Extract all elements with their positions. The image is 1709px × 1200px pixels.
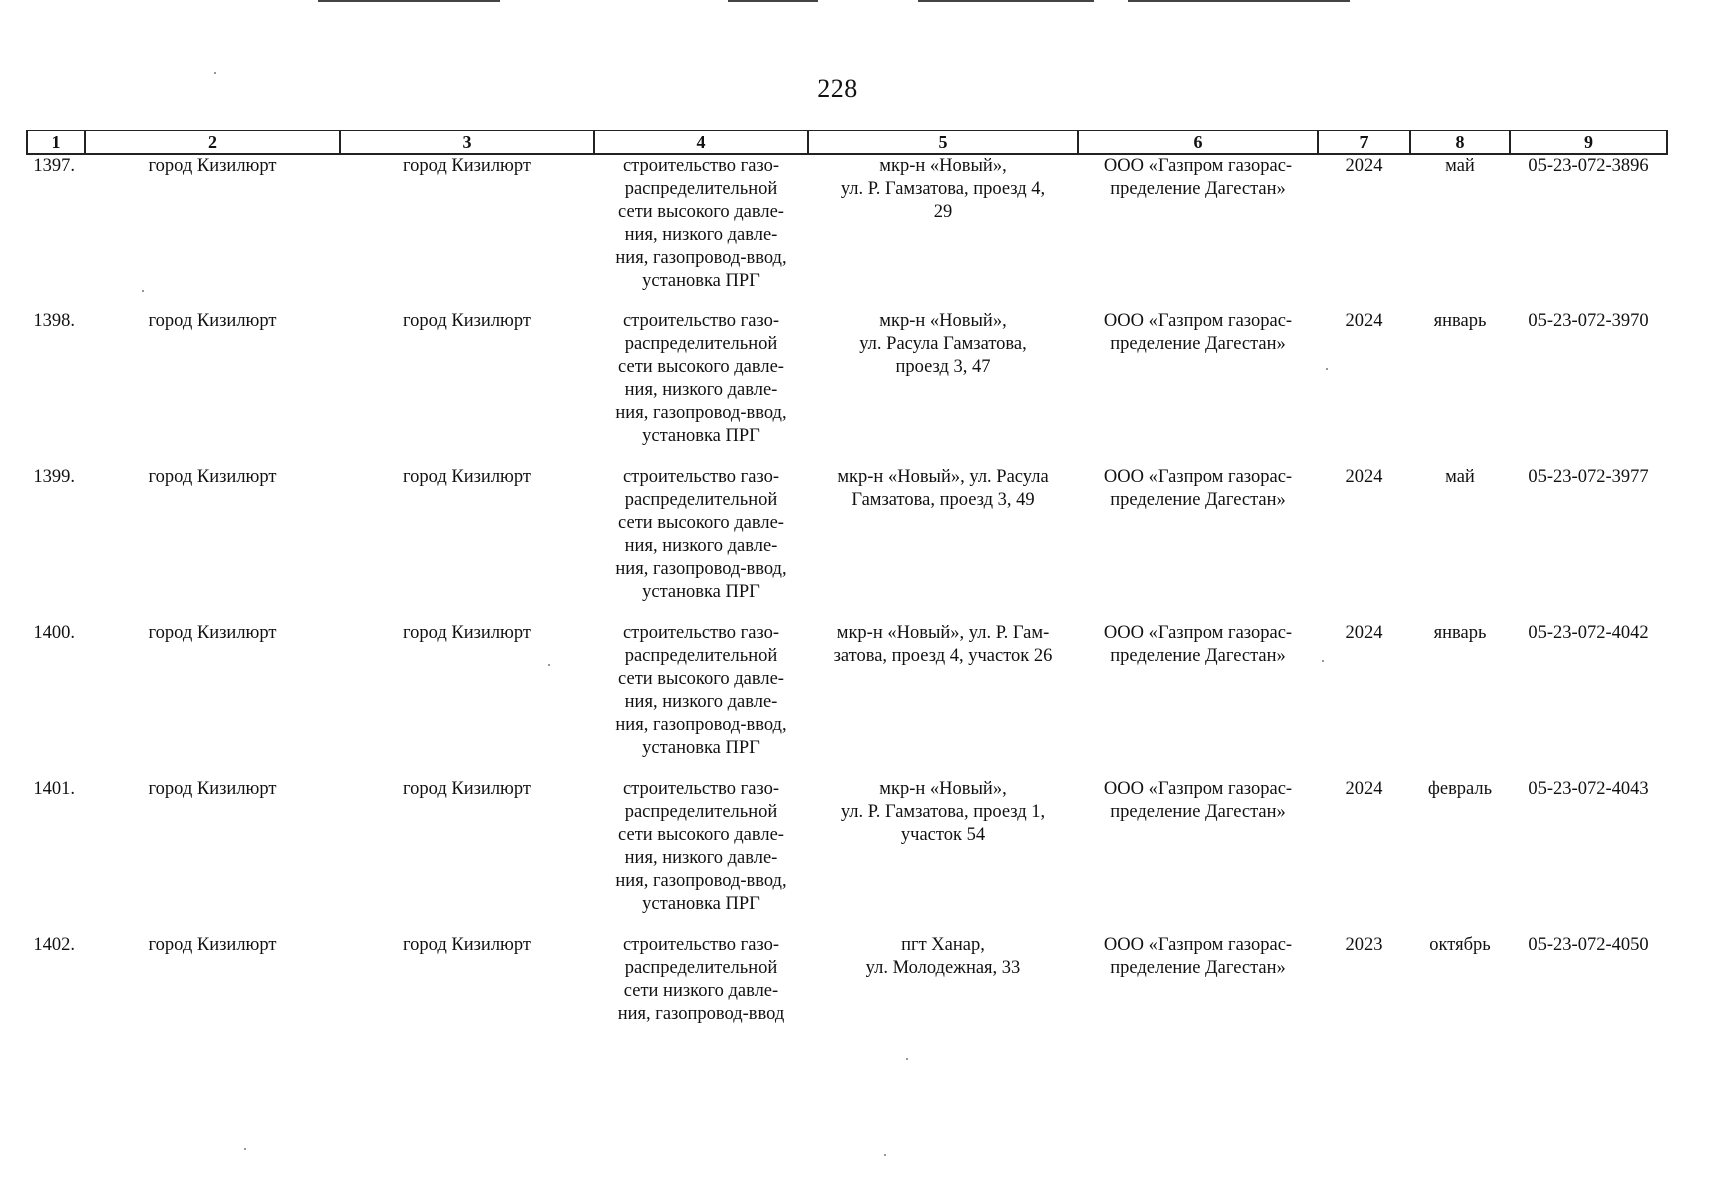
address: мкр-н «Новый», ул. Р. Гамзатова, проезд 4, 29: [840, 156, 1046, 222]
object-description: строительство газо- распределительной сети низкого давле- ния, газопровод-ввод: [617, 935, 785, 1024]
page-number: 228: [817, 74, 858, 103]
address: пгт Ханар, ул. Молодежная, 33: [865, 935, 1021, 978]
table-row: [27, 466, 1667, 622]
header-col-9: 9: [1510, 131, 1667, 155]
month: май: [1445, 467, 1475, 487]
month: январь: [1433, 623, 1487, 643]
scan-speck: [244, 1148, 246, 1150]
municipality: город Кизилюрт: [148, 623, 277, 643]
row-number: 1399.: [33, 467, 75, 487]
header-col-1: 1: [27, 131, 85, 155]
scan-speck: [1326, 368, 1328, 370]
settlement: город Кизилюрт: [403, 623, 531, 643]
municipality: город Кизилюрт: [148, 156, 277, 176]
municipality: город Кизилюрт: [148, 311, 277, 331]
table-row: [27, 934, 1667, 1044]
organization: ООО «Газпром газорас- пределение Дагестан»: [1103, 623, 1293, 666]
scan-speck: [1322, 660, 1324, 662]
registration-number: 05-23-072-3977: [1528, 467, 1649, 487]
year: 2023: [1345, 935, 1383, 955]
settlement: город Кизилюрт: [403, 156, 531, 176]
scan-speck: [906, 1058, 908, 1060]
header-col-4: 4: [594, 131, 808, 155]
scan-speck: [214, 72, 216, 74]
month: январь: [1433, 311, 1487, 331]
organization: ООО «Газпром газорас- пределение Дагестан»: [1103, 311, 1293, 354]
registration-number: 05-23-072-3970: [1528, 311, 1649, 331]
scan-speck: [548, 664, 550, 666]
organization: ООО «Газпром газорас- пределение Дагестан»: [1103, 935, 1293, 978]
header-col-6: 6: [1078, 131, 1318, 155]
document-table: [26, 130, 1668, 1044]
scan-line: [1128, 0, 1350, 2]
address: мкр-н «Новый», ул. Расула Гамзатова, проезд 3, 49: [837, 467, 1049, 510]
scan-line: [318, 0, 500, 2]
table-row: [27, 154, 1667, 310]
row-number: 1398.: [33, 311, 75, 331]
address: мкр-н «Новый», ул. Расула Гамзатова, проезд 3, 47: [859, 311, 1027, 377]
settlement: город Кизилюрт: [403, 467, 531, 487]
table-row: [27, 778, 1667, 934]
registration-number: 05-23-072-3896: [1528, 156, 1649, 176]
month: октябрь: [1429, 935, 1491, 955]
row-number: 1400.: [33, 623, 75, 643]
header-col-7: 7: [1318, 131, 1410, 155]
settlement: город Кизилюрт: [403, 311, 531, 331]
header-row: [27, 131, 1667, 155]
year: 2024: [1345, 623, 1383, 643]
organization: ООО «Газпром газорас- пределение Дагестан»: [1103, 779, 1293, 822]
organization: ООО «Газпром газорас- пределение Дагестан»: [1103, 467, 1293, 510]
registration-number: 05-23-072-4042: [1528, 623, 1649, 643]
address: мкр-н «Новый», ул. Р. Гамзатова, проезд 1, участок 54: [840, 779, 1046, 845]
settlement: город Кизилюрт: [403, 935, 531, 955]
scan-speck: [142, 290, 144, 292]
row-number: 1401.: [33, 779, 75, 799]
object-description: строительство газо- распределительной сети высокого давле- ния, низкого давле- ния, газопровод-ввод, установка ПРГ: [615, 156, 787, 291]
month: февраль: [1427, 779, 1493, 799]
settlement: город Кизилюрт: [403, 779, 531, 799]
object-description: строительство газо- распределительной сети высокого давле- ния, низкого давле- ния, газопровод-ввод, установка ПРГ: [615, 779, 787, 914]
organization: ООО «Газпром газорас- пределение Дагестан»: [1103, 156, 1293, 199]
object-description: строительство газо- распределительной сети высокого давле- ния, низкого давле- ния, газопровод-ввод, установка ПРГ: [615, 311, 787, 446]
municipality: город Кизилюрт: [148, 779, 277, 799]
municipality: город Кизилюрт: [148, 935, 277, 955]
scan-line: [918, 0, 1094, 2]
scan-line: [728, 0, 818, 2]
table-row: [27, 310, 1667, 466]
object-description: строительство газо- распределительной сети высокого давле- ния, низкого давле- ния, газопровод-ввод, установка ПРГ: [615, 623, 787, 758]
address: мкр-н «Новый», ул. Р. Гам- затова, проезд 4, участок 26: [833, 623, 1053, 666]
year: 2024: [1345, 779, 1383, 799]
header-col-8: 8: [1410, 131, 1510, 155]
row-number: 1402.: [33, 935, 75, 955]
table-body: [27, 154, 1667, 1044]
year: 2024: [1345, 156, 1383, 176]
registration-number: 05-23-072-4043: [1528, 779, 1649, 799]
municipality: город Кизилюрт: [148, 467, 277, 487]
month: май: [1445, 156, 1475, 176]
header-col-2: 2: [85, 131, 340, 155]
table-row: [27, 622, 1667, 778]
year: 2024: [1345, 467, 1383, 487]
object-description: строительство газо- распределительной сети высокого давле- ния, низкого давле- ния, газопровод-ввод, установка ПРГ: [615, 467, 787, 602]
table-header: [27, 131, 1667, 155]
header-col-3: 3: [340, 131, 594, 155]
scan-speck: [884, 1154, 886, 1156]
header-col-5: 5: [808, 131, 1078, 155]
row-number: 1397.: [33, 156, 75, 176]
registration-number: 05-23-072-4050: [1528, 935, 1649, 955]
year: 2024: [1345, 311, 1383, 331]
